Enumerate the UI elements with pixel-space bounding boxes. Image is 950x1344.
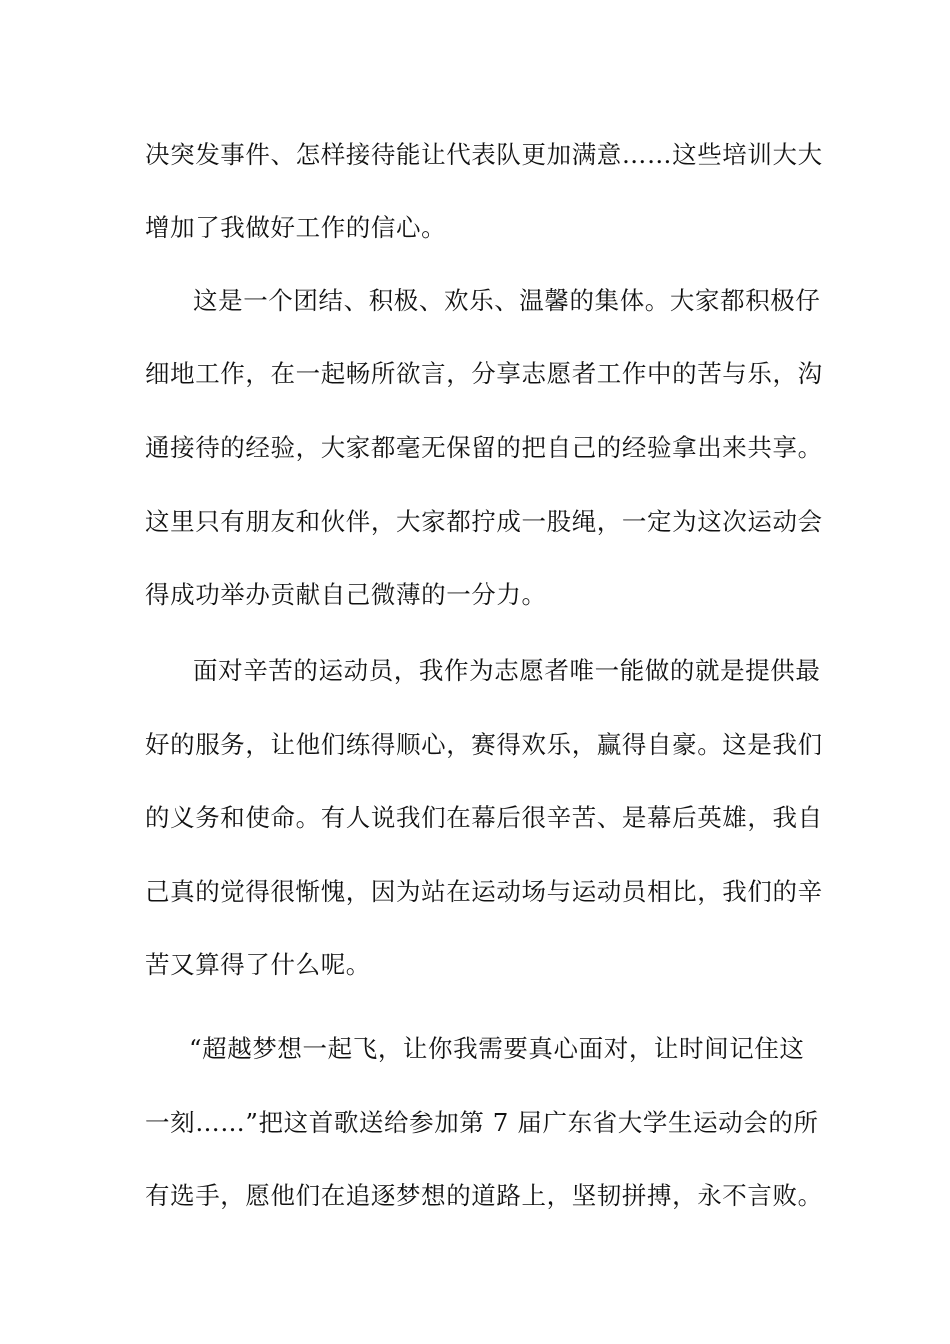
text-line-1: 决突发事件、怎样接待能让代表队更加满意……这些培训大大 <box>145 140 823 169</box>
paragraph-start-line-8: 面对辛苦的运动员，我作为志愿者唯一能做的就是提供最 <box>193 656 821 685</box>
text-line-6: 这里只有朋友和伙伴，大家都拧成一股绳，一定为这次运动会 <box>145 507 823 536</box>
text-line-14: 一刻……”把这首歌送给参加第 7 届广东省大学生运动会的所 <box>145 1108 819 1137</box>
text-line-7: 得成功举办贡献自己微薄的一分力。 <box>145 580 547 609</box>
text-line-2: 增加了我做好工作的信心。 <box>145 213 447 242</box>
text-line-10: 的义务和使命。有人说我们在幕后很辛苦、是幕后英雄，我自 <box>145 803 823 832</box>
text-line-15: 有选手，愿他们在追逐梦想的道路上，坚韧拼搏，永不言败。 <box>145 1181 823 1210</box>
text-line-9: 好的服务，让他们练得顺心，赛得欢乐，赢得自豪。这是我们 <box>145 730 823 759</box>
paragraph-start-line-3: 这是一个团结、积极、欢乐、温馨的集体。大家都积极仔 <box>193 286 821 315</box>
text-line-5: 通接待的经验，大家都毫无保留的把自己的经验拿出来共享。 <box>145 433 823 462</box>
text-line-11: 己真的觉得很惭愧，因为站在运动场与运动员相比，我们的辛 <box>145 877 823 906</box>
paragraph-start-line-13: “超越梦想一起飞，让你我需要真心面对，让时间记住这 <box>189 1034 805 1063</box>
text-line-12: 苦又算得了什么呢。 <box>145 950 371 979</box>
text-line-4: 细地工作，在一起畅所欲言，分享志愿者工作中的苦与乐，沟 <box>145 359 823 388</box>
